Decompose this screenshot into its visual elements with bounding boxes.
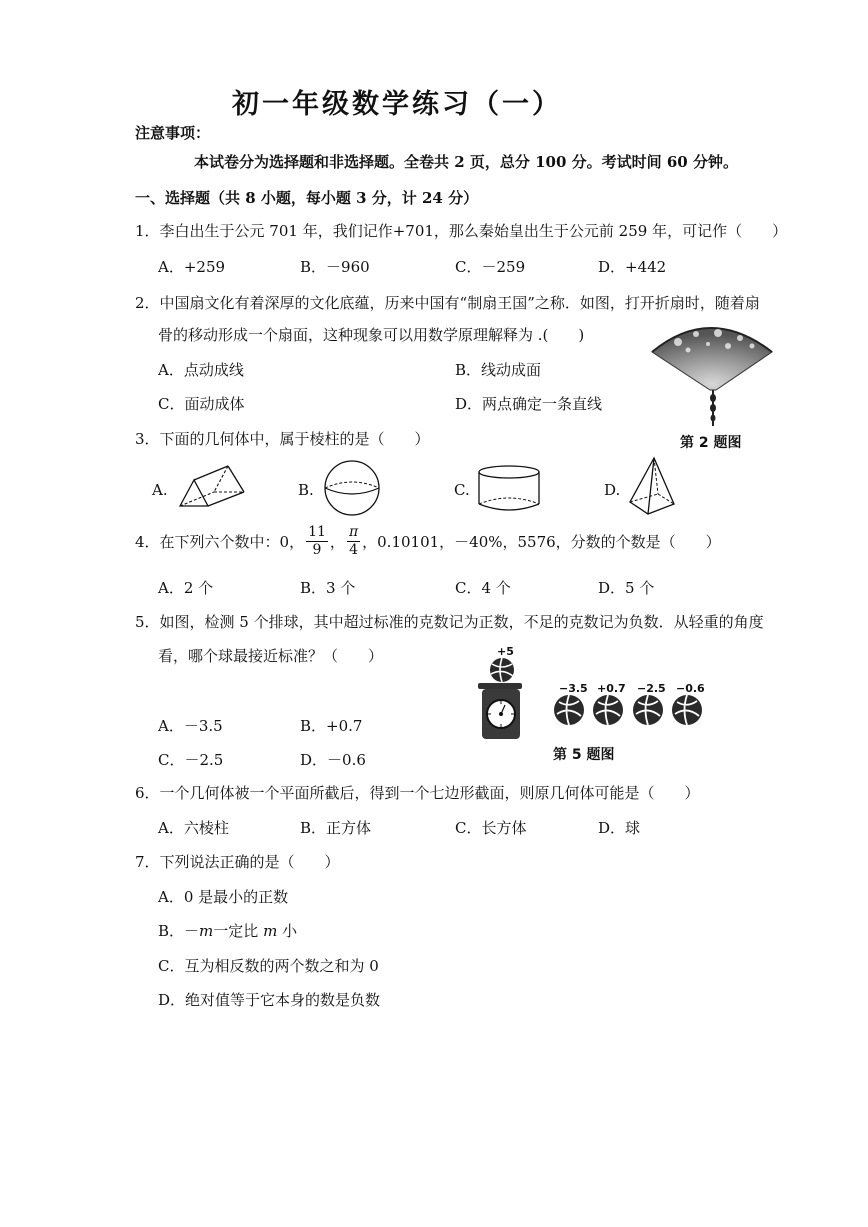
q3-option-a-label: A. xyxy=(152,481,168,499)
kitchen-scale-icon xyxy=(472,656,526,740)
q6-option-d: D．球 xyxy=(598,819,641,837)
q7-variable-m-2: m xyxy=(263,922,278,940)
q3-option-c-label: C. xyxy=(454,481,470,499)
section-heading: 一、选择题（共 8 小题，每小题 3 分，计 24 分） xyxy=(135,189,479,207)
q4-option-a: A．2 个 xyxy=(158,579,214,597)
q4-separator: ， xyxy=(329,533,345,551)
sphere-icon xyxy=(322,458,382,518)
notice-text: 本试卷分为选择题和非选择题。全卷共 2 页，总分 100 分。考试时间 60 分钟。 xyxy=(194,153,738,171)
q2-option-a: A．点动成线 xyxy=(158,361,244,379)
q4-prefix: 4．在下列六个数中：0， xyxy=(135,533,305,551)
q7-option-b-part1: B．－ xyxy=(158,922,200,940)
q7-option-b-part3: 小 xyxy=(282,922,298,940)
pyramid-icon xyxy=(628,456,676,520)
q5-option-d: D．－0.6 xyxy=(300,751,366,769)
q3-option-b-label: B. xyxy=(298,481,314,499)
q5-option-c: C．－2.5 xyxy=(158,751,224,769)
figure-5-caption: 第 5 题图 xyxy=(553,747,615,763)
volleyball-icon-2 xyxy=(593,695,623,725)
q3-option-d-label: D. xyxy=(604,481,621,499)
notice-heading: 注意事项： xyxy=(135,124,211,142)
q7-option-c: C．互为相反数的两个数之和为 0 xyxy=(158,957,379,975)
q6-option-a: A．六棱柱 xyxy=(158,819,229,837)
q4-frac2-numerator: π xyxy=(348,524,359,540)
q4-option-d: D．5 个 xyxy=(598,579,655,597)
ball-3-label: −2.5 xyxy=(637,682,666,695)
ball-4-label: −0.6 xyxy=(676,682,705,695)
cylinder-icon xyxy=(476,464,542,512)
volleyball-icon-4 xyxy=(672,695,702,725)
ball-1-label: −3.5 xyxy=(559,682,588,695)
q4-option-c: C．4 个 xyxy=(455,579,511,597)
volleyball-icon-3 xyxy=(633,695,663,725)
q6-option-b: B．正方体 xyxy=(300,819,372,837)
q2-option-d: D．两点确定一条直线 xyxy=(455,395,603,413)
q6-option-c: C．长方体 xyxy=(455,819,527,837)
scale-ball-label: +5 xyxy=(497,645,514,658)
q2-option-c: C．面动成体 xyxy=(158,395,245,413)
q4-fraction-11-9 xyxy=(306,524,328,559)
question-1-stem: 1．李白出生于公元 701 年，我们记作+701，那么秦始皇出生于公元前 259 年，可记作（ ） xyxy=(135,222,788,240)
q7-option-b xyxy=(158,920,297,941)
question-4-stem xyxy=(135,524,721,559)
page-title: 初一年级数学练习（一） xyxy=(232,89,562,120)
q4-fraction-pi-4 xyxy=(347,524,360,559)
q4-frac1-numerator: 11 xyxy=(308,524,326,540)
q1-option-c: C．－259 xyxy=(455,258,526,276)
question-2-stem-line1: 2．中国扇文化有着深厚的文化底蕴，历来中国有“制扇王国”之称．如图，打开折扇时，随着扇 xyxy=(135,294,760,312)
folding-fan-figure xyxy=(648,322,778,432)
question-7-stem: 7．下列说法正确的是（ ） xyxy=(135,853,340,871)
question-5-stem-line2: 看，哪个球最接近标准？（ ） xyxy=(158,647,384,665)
question-2-stem-line2: 骨的移动形成一个扇面，这种现象可以用数学原理解释为 .( ) xyxy=(158,326,585,344)
q1-option-d: D．+442 xyxy=(598,258,667,276)
q4-frac1-denominator: 9 xyxy=(312,542,322,558)
q7-option-d: D．绝对值等于它本身的数是负数 xyxy=(158,991,381,1009)
triangular-prism-icon xyxy=(178,462,248,512)
q7-option-b-part2: 一定比 xyxy=(213,922,259,940)
q7-option-a: A．0 是最小的正数 xyxy=(158,888,289,906)
question-3-stem: 3．下面的几何体中，属于棱柱的是（ ） xyxy=(135,430,430,448)
q5-option-a: A．－3.5 xyxy=(158,717,223,735)
question-5-stem-line1: 5．如图，检测 5 个排球，其中超过标准的克数记为正数，不足的克数记为负数．从轻重的角度 xyxy=(135,613,764,631)
question-6-stem: 6．一个几何体被一个平面所截后，得到一个七边形截面，则原几何体可能是（ ） xyxy=(135,784,700,802)
q7-variable-m: m xyxy=(199,922,214,940)
ball-2-label: +0.7 xyxy=(597,682,626,695)
q4-option-b: B．3 个 xyxy=(300,579,356,597)
volleyballs-row xyxy=(552,693,708,727)
q5-option-b: B．+0.7 xyxy=(300,717,363,735)
q2-option-b: B．线动成面 xyxy=(455,361,542,379)
q1-option-b: B．－960 xyxy=(300,258,370,276)
figure-2-caption: 第 2 题图 xyxy=(680,435,742,451)
q4-frac2-denominator: 4 xyxy=(349,542,358,558)
volleyball-icon-1 xyxy=(554,695,584,725)
q4-suffix: ，0.10101，－40%，5576，分数的个数是（ ） xyxy=(362,533,721,551)
q1-option-a: A．+259 xyxy=(158,258,226,276)
